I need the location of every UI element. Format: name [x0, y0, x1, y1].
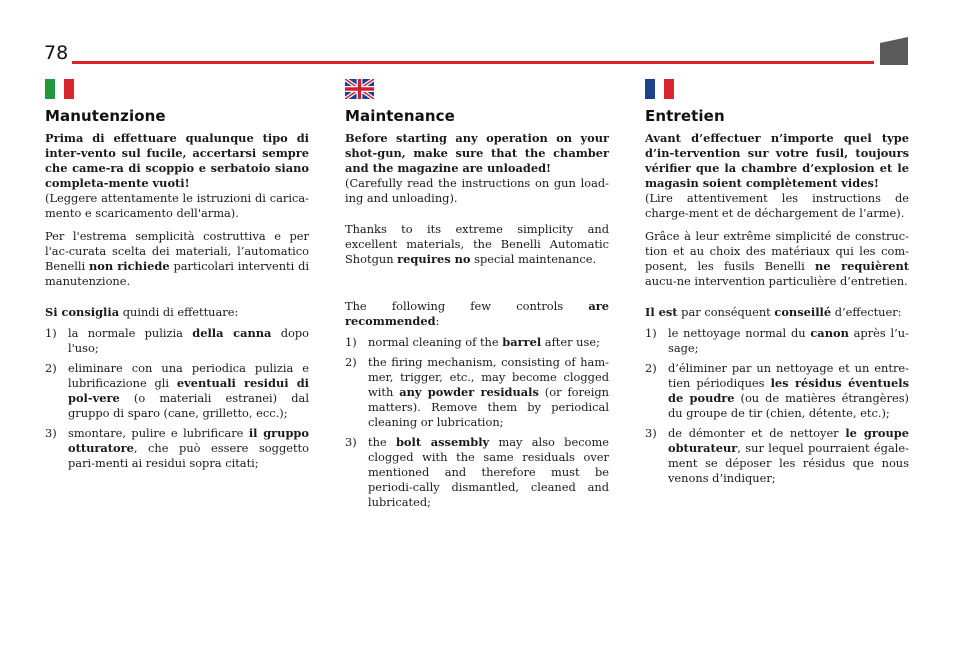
italian-column — [45, 79, 309, 476]
recommend-line-it: Si consiglia quindi di effettuare: — [45, 305, 239, 319]
intro-paragraph-fr: Grâce à leur extrême simplicité de construc-tion et au choix des matériaux qui les com-posent, les fusils Benelli ne requièrent aucu-ne intervention particulière d’entretien. — [645, 229, 909, 288]
intro-paragraph-en: Thanks to its extreme simplicity and excellent materials, the Benelli Automatic Shotgun requires no special maintenance. — [345, 222, 609, 266]
warning-note-fr: (Lire attentivement les instructions de charge-ment et de déchargement de l’arme). — [645, 191, 909, 220]
warning-note-it: (Leggere attentamente le istruzioni di carica-mento e scaricamento dell'arma). — [45, 191, 309, 220]
list-item: 3) de démonter et de nettoyer le groupe obturateur, sur lequel pourraient égale-ment se déposer les résidus que nous venons d’indiquer; — [645, 426, 909, 485]
french-column — [645, 79, 909, 491]
maintenance-list-fr — [645, 326, 909, 486]
page-number: 78 — [44, 42, 69, 64]
intro-paragraph-it: Per l'estrema semplicità costruttiva e per l'ac-curata scelta dei materiali, l’automatico Benelli non richiede particolari interventi di manutenzione. — [45, 229, 310, 288]
list-item: 2) eliminare con una periodica pulizia e lubrificazione gli eventuali residui di pol-vere (o materiali estranei) dal gruppo di sparo (cane, grilletto, ecc.); — [45, 361, 309, 420]
warning-en: Before starting any operation on your shot-gun, make sure that the chamber and the magazine are unloaded! — [345, 131, 609, 175]
list-item: 1) la normale pulizia della canna dopo l'uso; — [45, 326, 309, 355]
english-column — [345, 79, 609, 515]
maintenance-list-en — [345, 335, 609, 510]
header-rule — [72, 61, 874, 64]
warning-note-en: (Carefully read the instructions on gun load-ing and unloading). — [345, 176, 609, 205]
italian-flag-icon — [45, 79, 74, 99]
warning-it: Prima di effettuare qualunque tipo di inter-vento sul fucile, accertarsi sempre che came-ra di scoppio e serbatoio siano completa-mente vuoti! — [45, 131, 309, 190]
list-item: 1) normal cleaning of the barrel after use; — [345, 335, 600, 349]
warning-fr: Avant d’effectuer n’importe quel type d’in-tervention sur votre fusil, toujours vérifier que la chambre d’explosion et le magasin soient complètement vides! — [645, 131, 909, 190]
section-tab-icon — [880, 37, 908, 65]
maintenance-list-it — [45, 326, 309, 471]
recommend-line-fr: Il est par conséquent conseillé d’effectuer: — [645, 305, 902, 319]
recommend-line-en: The following few controls are recommended: — [345, 299, 609, 328]
list-item: 3) the bolt assembly may also become clogged with the same residuals over mentioned and therefore must be periodi-cally dismantled, cleaned and lubricated; — [345, 435, 609, 509]
section-title-en: Maintenance — [345, 107, 455, 125]
uk-flag-icon — [345, 79, 374, 99]
section-title-it: Manutenzione — [45, 107, 166, 125]
section-title-fr: Entretien — [645, 107, 725, 125]
list-item: 2) the firing mechanism, consisting of ham-mer, trigger, etc., may become clogged with any powder residuals (or foreign matters). Remove them by periodical cleaning or lubrication; — [345, 355, 609, 429]
list-item: 3) smontare, pulire e lubrificare il gruppo otturatore, che può essere soggetto pari-menti ai residui sopra citati; — [45, 426, 309, 470]
french-flag-icon — [645, 79, 674, 99]
list-item: 1) le nettoyage normal du canon après l’u-sage; — [645, 326, 909, 355]
list-item: 2) d’éliminer par un nettoyage et un entre-tien périodiques les résidus éventuels de poudre (ou de matières étrangères) du groupe de tir (chien, détente, etc.); — [645, 361, 909, 420]
